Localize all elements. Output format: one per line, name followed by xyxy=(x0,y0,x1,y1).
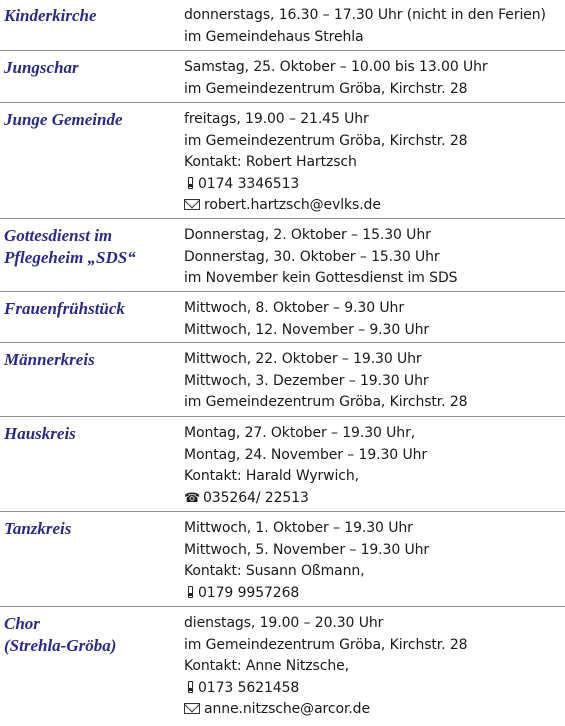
detail-text: dienstags, 19.00 – 20.30 Uhr xyxy=(184,615,384,631)
detail-line xyxy=(184,57,564,79)
detail-text: Donnerstag, 2. Oktober – 15.30 Uhr xyxy=(184,227,431,243)
section-divider xyxy=(0,50,565,51)
detail-text: im Gemeindezentrum Gröba, Kirchstr. 28 xyxy=(184,636,468,653)
detail-line xyxy=(184,445,564,467)
detail-text: Samstag, 25. Oktober – 10.00 bis 13.00 Uhr xyxy=(184,59,488,75)
event-title xyxy=(4,423,176,445)
mobile-phone-icon xyxy=(188,177,193,189)
detail-line xyxy=(184,5,564,27)
phone-text: 0179 9957268 xyxy=(198,584,300,601)
event-title-line: Kinderkirche xyxy=(4,6,97,25)
event-title xyxy=(4,109,176,131)
detail-line xyxy=(184,466,564,488)
phone-text: 0173 5621458 xyxy=(198,679,300,696)
telephone-icon: ☎ xyxy=(184,490,201,506)
event-title xyxy=(4,349,176,371)
event-title-line: Männerkreis xyxy=(4,350,95,369)
detail-line xyxy=(184,371,564,393)
event-title-line: Jungschar xyxy=(4,58,79,77)
detail-line xyxy=(184,79,564,101)
email-link[interactable] xyxy=(184,195,564,217)
event-title-line: Chor xyxy=(4,614,40,633)
detail-text: Mittwoch, 22. Oktober – 19.30 Uhr xyxy=(184,351,422,367)
section-divider xyxy=(0,342,565,343)
event-title-line: Junge Gemeinde xyxy=(4,110,123,129)
detail-text: Mittwoch, 3. Dezember – 19.30 Uhr xyxy=(184,372,429,389)
event-details xyxy=(184,57,564,100)
event-title-line: Tanzkreis xyxy=(4,519,72,538)
event-title-line: Pflegeheim „SDS“ xyxy=(4,247,136,267)
phone-number xyxy=(184,678,564,700)
detail-line xyxy=(184,635,564,657)
detail-text: Kontakt: Anne Nitzsche, xyxy=(184,658,349,674)
detail-text: Kontakt: Robert Hartzsch xyxy=(184,154,357,170)
phone-text: 035264/ 22513 xyxy=(203,489,309,506)
event-details xyxy=(184,225,564,290)
phone-text: 0174 3346513 xyxy=(198,175,300,192)
detail-text: im Gemeindezentrum Gröba, Kirchstr. 28 xyxy=(184,394,468,410)
detail-text: Mittwoch, 12. November – 9.30 Uhr xyxy=(184,321,430,338)
section-divider xyxy=(0,102,565,103)
detail-text: donnerstags, 16.30 – 17.30 Uhr (nicht in den Ferien) xyxy=(184,7,546,23)
event-title xyxy=(4,518,176,540)
section-divider xyxy=(0,416,565,417)
detail-text: Kontakt: Harald Wyrwich, xyxy=(184,468,360,484)
detail-text: im Gemeindezentrum Gröba, Kirchstr. 28 xyxy=(184,132,468,149)
section-divider xyxy=(0,218,565,219)
email-text[interactable]: robert.hartzsch@evlks.de xyxy=(204,197,381,213)
detail-text: im November kein Gottesdienst im SDS xyxy=(184,270,458,286)
detail-line xyxy=(184,152,564,174)
event-details xyxy=(184,349,564,414)
detail-line xyxy=(184,613,564,635)
envelope-icon xyxy=(184,199,200,210)
detail-line xyxy=(184,518,564,540)
detail-line xyxy=(184,268,564,290)
event-details xyxy=(184,109,564,217)
email-text[interactable]: anne.nitzsche@arcor.de xyxy=(204,701,370,717)
detail-text: Donnerstag, 30. Oktober – 15.30 Uhr xyxy=(184,248,440,265)
detail-text: Kontakt: Susann Oßmann, xyxy=(184,563,365,579)
detail-line xyxy=(184,320,564,342)
email-link[interactable] xyxy=(184,699,564,721)
detail-text: Mittwoch, 8. Oktober – 9.30 Uhr xyxy=(184,300,404,316)
detail-line xyxy=(184,27,564,49)
phone-number xyxy=(184,583,564,605)
detail-line xyxy=(184,349,564,371)
detail-text: Mittwoch, 5. November – 19.30 Uhr xyxy=(184,541,430,558)
event-title-line: Hauskreis xyxy=(4,424,76,443)
detail-line xyxy=(184,225,564,247)
event-details xyxy=(184,423,564,509)
detail-line xyxy=(184,656,564,678)
detail-line xyxy=(184,131,564,153)
event-title xyxy=(4,5,176,27)
event-title-line: (Strehla-Gröba) xyxy=(4,635,117,655)
event-title-line: Frauenfrühstück xyxy=(4,299,125,318)
event-details xyxy=(184,613,564,721)
detail-text: Montag, 24. November – 19.30 Uhr xyxy=(184,446,428,463)
phone-number xyxy=(184,488,564,510)
envelope-icon xyxy=(184,703,200,714)
detail-text: Mittwoch, 1. Oktober – 19.30 Uhr xyxy=(184,520,413,536)
detail-line xyxy=(184,423,564,445)
detail-text: im Gemeindezentrum Gröba, Kirchstr. 28 xyxy=(184,80,468,97)
event-details xyxy=(184,5,564,48)
mobile-phone-icon xyxy=(188,681,193,693)
mobile-phone-icon xyxy=(188,586,193,598)
detail-line xyxy=(184,392,564,414)
event-title-line: Gottesdienst im xyxy=(4,226,113,245)
detail-line xyxy=(184,561,564,583)
detail-line xyxy=(184,540,564,562)
detail-line xyxy=(184,298,564,320)
section-divider xyxy=(0,291,565,292)
event-details xyxy=(184,518,564,604)
detail-text: Montag, 27. Oktober – 19.30 Uhr, xyxy=(184,425,416,441)
event-title xyxy=(4,298,176,320)
detail-text: im Gemeindehaus Strehla xyxy=(184,28,364,45)
event-details xyxy=(184,298,564,341)
event-title xyxy=(4,613,176,656)
section-divider xyxy=(0,511,565,512)
detail-line xyxy=(184,247,564,269)
section-divider xyxy=(0,606,565,607)
phone-number xyxy=(184,174,564,196)
event-title xyxy=(4,225,176,268)
event-title xyxy=(4,57,176,79)
detail-line xyxy=(184,109,564,131)
detail-text: freitags, 19.00 – 21.45 Uhr xyxy=(184,111,369,127)
